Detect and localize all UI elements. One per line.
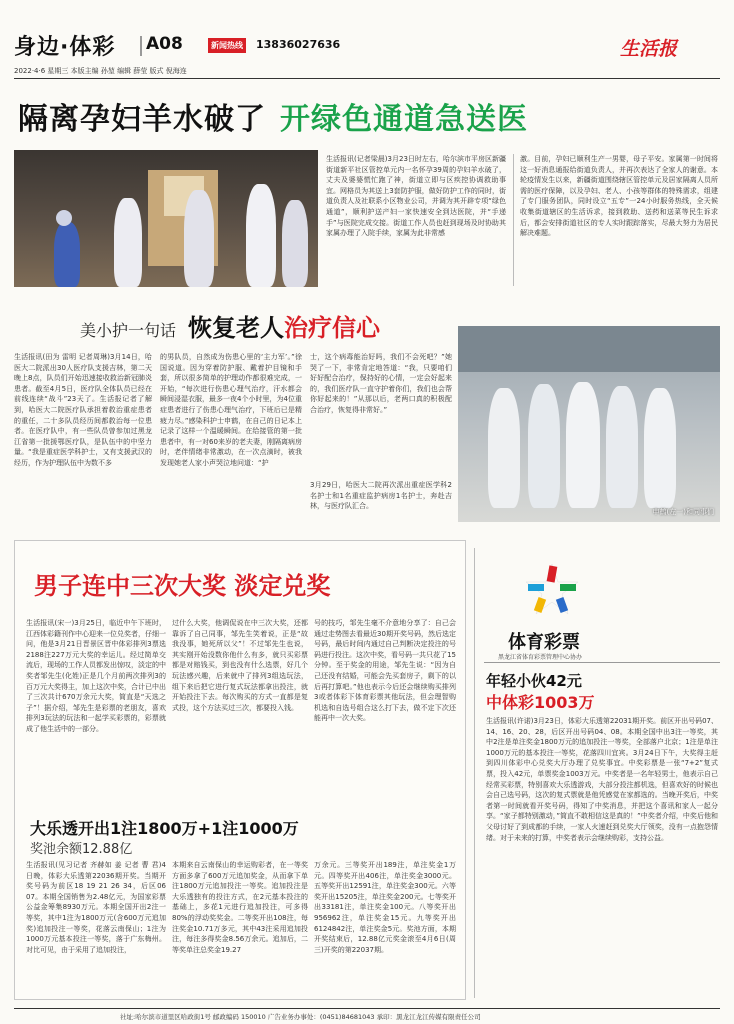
lead-photo — [14, 150, 318, 287]
header-rule — [14, 78, 720, 79]
hotline-number: 13836027636 — [256, 38, 341, 51]
lottery-col-2: 过什么大奖，他调侃说在中三次大奖，还都靠诉了自己同事，邹先生笑着说，正是“故我没事，她死所以父”！不过邹先生也说，其实刚开始没数你他什么有多，就只买彩票都是对赔钱买，到也没有什么选票，好几个玩法感兴趣，后来就中了排列3组选玩法，组下来后把它进行复式玩法都拿出投注，就开始投注下去。每次购买的方式一直都是复式投，这个方法买过三次，都要投入钱。 — [172, 619, 308, 712]
nurse-col-3: 士，这个病毒能治好吗，我们不会死吧？”她哭了一下，非常肯定地答道：“我，只要咱们好好配合治疗，保持好的心情，一定会好起来的，我们医疗队一直守护着你们，我们也会帮你好起来的！”从那以后，老两口真的积极配合治疗，恢复得非常好。” — [310, 353, 452, 414]
brand-logo: 生活报 — [620, 38, 678, 60]
sidebar-headline-red: 中体彩1003万 — [486, 693, 595, 712]
lottery-headline: 男子连中三次大奖 淡定兑奖 — [34, 571, 331, 600]
header-divider — [140, 36, 142, 56]
nurse-figure-3 — [566, 382, 600, 508]
dlt-headline: 大乐透开出1注1800万+1注1000万 — [30, 819, 299, 838]
sidebar-rule — [474, 548, 475, 998]
sidebar-subtitle: 黑龙江省体育彩票管理中心协办 — [498, 654, 583, 661]
person-white-3 — [246, 184, 276, 287]
nurse-figure-2 — [528, 384, 560, 508]
nurse-col-1: 生活报讯(田为 雷明 记者周琳)3月14日，哈医大二院派出30人医疗队支援吉林，第二天晚上8点，队员们开始迅速接收救治新冠肺炎患者。截至4月5日，医疗队全体队员已经在前线连续“战斗”23天了。生活报记者了解到，哈医大二院医疗队承担着救治重症患者的重任，二十多队员经历间都救治每一位患者。在医疗队中，有一些队员曾参加过黑龙江省第一批援鄂医疗队，是队伍中的中坚力量。“我是重症医学科护士，又有支援武汉的经历，作为护理队伍中为数不多 — [14, 353, 152, 467]
ceiling — [458, 326, 720, 372]
person-blue — [54, 222, 80, 287]
lead-col-2: 激。目前，孕妇已顺利生产一男婴，母子平安。家属第一时间将这一好消息通报给街道负责人，并再次表达了全家人的谢意。本轮疫情发生以来，新疆街道围绕辖区管控单元及居家隔离人员所需的医疗保障，以及孕妇、老人、小孩等群体的特殊需求，组建了专门服务团队，同时设立“五专”一24小时服务热线，全天候收集街道辖区的生活诉求，接到救助、送药和送菜等民生诉求后，都会安排街道社区的专人实时跟踪落实，尽最大努力为居民解决难题。 — [520, 155, 718, 238]
nurse-col-3b: 3月29日，哈医大二院再次派出重症医学科2名护士和1名重症监护病房1名护士，奔赴吉林，与医疗队汇合。 — [310, 481, 452, 511]
dlt-col-2: 本期来自云南保山的幸运购彩者，在一等奖方面多拿了600万元追加奖金，从而拿下单注1800万元追加投注一等奖。追加投注是大乐透独有的投注方式，在2元基本投注的基础上，多花1元进行追加投注，可多得80%的浮动奖奖金。二等奖开出108注，每注奖金10.71万多元，其中43注采用追加投注，每注多得奖金8.56万余元。追加后，二等奖单注总奖金19.27 — [172, 861, 308, 954]
footer-rule — [14, 1008, 720, 1009]
nurse-figure-1 — [488, 388, 520, 508]
page-code: A08 — [146, 34, 183, 54]
sidebar-divider — [484, 662, 720, 663]
hotline-badge: 新闻热线 — [208, 38, 246, 53]
person-blue-head — [56, 210, 72, 226]
lead-headline-green: 开绿色通道急送医 — [280, 102, 528, 137]
dlt-col-1: 生活报讯(见习记者 齐赫如 姜 记者 曹 君)4日晚，体彩大乐透第22036期开奖。当期开奖号码为前区18 19 21 26 34，后区06 07。本期全国销售为2.48亿元，为国家彩票公益金筹集8930万元。本期全国开出2注一等奖，其中1注为1800万元(含600万元追加奖)追加投注一等奖，花落云南保山；1注为1000万元基本投注一等奖，落于广东梅州。对比可见，由于采用了追加投注， — [26, 861, 166, 954]
nurse-photo-caption: 申鹤(左一)和同事们 — [652, 508, 714, 516]
section-title: 身边·体彩 — [14, 35, 116, 60]
sidebar-headline-black: 年轻小伙42元 — [486, 672, 582, 690]
nurse-headline — [80, 308, 380, 343]
person-white-1 — [114, 198, 142, 287]
nurse-headline-prefix: 美小护一句话 — [80, 321, 177, 340]
nurse-figure-4 — [606, 386, 638, 508]
nurse-col-2: 的男队员，自然成为伤患心里的‘主力军’。”徐国说道。因为穿着防护服、戴着护目镜和手套，所以很多简单的护理动作都很难完成，一开始，“每次进行伤患心理气治疗，汗水都会瞬间浸湿衣服，最多一夜4个小时里，为4位重症患者进行了伤患心理气治疗，下班后已是精疲力尽。”感染科护士申鹤，在自己的日记本上记录了这样一个温暖瞬间。在给接管的第一批患者中，有一对60来岁的老夫妻，刚隔离病房时，老伴情绪非常激动，在一次点滴时，被我发现她老人家小声哭泣地问道：“护 — [160, 353, 302, 467]
lead-headline — [18, 94, 528, 138]
lead-headline-black: 隔离孕妇羊水破了 — [18, 102, 266, 137]
person-white-4 — [282, 200, 308, 287]
lottery-col-1: 生活报讯(宋一)3月25日，临近中午下班时，江西体彩籍刊作中心迎来一位兑奖者，仔细一问，他是3月21日晋景区晋中体彩排列3票选2188注227万元大奖的幸运儿。经过简单交流后，现场的工作人员都发出惊叹，淡定的中奖者邹先生(化姓)正是几个月前两次排列3的百万元大奖得主，加上这次中奖，合计已中出了三次共计670万余元大奖，简直是“天选之子”！据介绍，邹先生是彩票的老朋友，喜欢排列3玩法的玩法和一起学买彩票的，彩票就成了他生活中的一部分。 — [26, 619, 166, 733]
nurse-headline-black: 恢复老人 — [188, 314, 285, 342]
meta-line: 2022·4·6 星期三 本版主编 孙堃 编辑 薛莹 版式 倪海连 — [14, 67, 187, 75]
nurse-photo — [458, 326, 720, 522]
nurse-headline-red: 治疗信心 — [284, 314, 381, 342]
dlt-subheadline: 奖池余额12.88亿 — [30, 842, 133, 857]
sports-lottery-logo — [522, 560, 582, 620]
lead-col-1: 生活报讯(记者梁晨)3月23日时左右，哈尔滨市平房区新疆街道新平社区管控单元内一名怀孕39周的孕妇羊水破了，丈夫及婆婆慌忙跑了神，街道立即与区疾控协调救助事宜。网格员为其送上3套防护服，做好防护工作的同时，街道负责人及社联系小区物业公司，并调为其开辟专项“绿色通道”，顺利护送产妇一家快速安全到达医院，并“手递手”与医院完成交接。街道工作人员也赶到现场及时协助其家属办理了入院手续，家属为此非常感 — [326, 155, 506, 238]
footer-address: 社址:哈尔滨市道里区哈政街1号 邮政编码 150010 广告业务办事处：(0451)84681043 承印：黑龙江龙江传媒有限责任公司 — [120, 1013, 481, 1021]
lottery-col-3: 号的技巧，邹先生毫不介意地分享了：自己会通过走势图去看最近30期开奖号码，然后选定号码，最后时间内通过自己判断决定投注的号码进行投注。这次中奖，看号码一共只花了15分钟。至于奖金的用途，邹先生说：“因为自己还没有结婚，可能会先买套房子，剩下的以后再打算吧。”他也表示今后还会继续购买排列3或者体彩下体育彩票其他玩法，但会理智购机选和自选号组合这么打下去，做不定下次还能再中一次大奖。 — [314, 619, 456, 723]
nurse-figure-5 — [644, 388, 676, 508]
sidebar-body: 生活报讯(许诺)3月23日，体彩大乐透第22031期开奖。前区开出号码07、14、16、20、28，后区开出号码04、08。本期全国中出3注一等奖，其中2注是单注奖金1800万元的追加投注一等奖，全部落户北京；1注是单注1000万元的基本投注一等奖，花落四川宜宾。3月24日下午，大奖得主赶到四川体彩中心兑奖大厅办理了兑奖事宜。中奖彩票是一张“7+2”复式票，投入42元，单票奖金1003万元。中奖者是一名年轻男士，他表示自己经常买彩票，特别喜欢大乐透游戏，大部分投注都机选，但喜欢好的时候也会自己选号码，这次的复式票就是他凭感觉在家都选的。当晚开奖后，中奖者第一时间就看开奖号码，得知了中奖消息，并把这个喜讯和家人一起分享。“家子都特别激动，”简直不敢相信这是真的！”中奖者介绍，中奖后他和父母讨好了到成都的手续，一家人火速赶到兑奖大厅领奖，没有一点抱怨情绪。对于未来的打算，中奖者表示会继续购彩，支持公益。 — [486, 717, 718, 842]
lead-col-divider — [513, 154, 514, 286]
sidebar-title: 体育彩票 — [508, 632, 580, 653]
person-white-2 — [184, 190, 214, 287]
dlt-col-3: 万余元。三等奖开出189注，单注奖金1万元。四等奖开出406注，单注奖金3000元。五等奖开出12591注，单注奖金300元。六等奖开出15205注，单注奖金200元。七等奖开出33181注，单注奖金100元。八等奖开出956962注，单注奖金15元。九等奖开出6124842注，单注奖金5元。奖池方面，本期开奖结束后，12.88亿元奖金滚至4月6日(周三)开奖的第22037期。 — [314, 861, 456, 954]
star-logo-icon — [522, 560, 582, 620]
